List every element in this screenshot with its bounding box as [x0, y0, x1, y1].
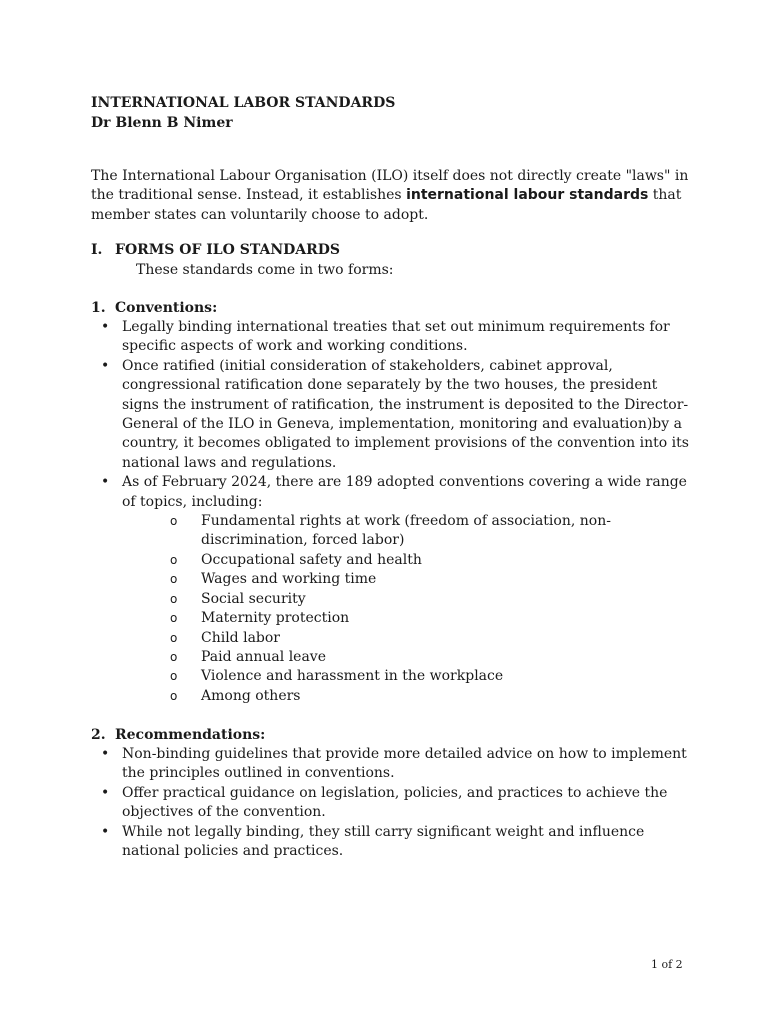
conventions-heading [91, 299, 217, 318]
intro-text-bold: international labour standards [406, 187, 649, 204]
topic-item [170, 667, 670, 686]
section-heading [91, 241, 340, 260]
list-item [101, 784, 691, 823]
list-item [101, 823, 691, 862]
intro-text-after: that member states can voluntarily choose to adopt. [91, 187, 682, 223]
document-author: Dr Blenn B Nimer [91, 114, 233, 131]
topic-item [170, 512, 670, 551]
list-item-text: Offer practical guidance on legislation, policies, and practices to achieve the objectives of the convention. [122, 784, 668, 821]
topic-text: Among others [201, 687, 301, 704]
bullet-icon: • [101, 474, 110, 491]
list-item-text: As of February 2024, there are 189 adopted conventions covering a wide range of topics, including: [122, 474, 687, 510]
list-item [101, 318, 691, 357]
list-item-text: Once ratified (initial consideration of stakeholders, cabinet approval, congressional ratification done separately by the two houses, the president signs the instrument of ratification, the instrument is deposited to the Director-General of the ILO in Geneva, implementation, monitoring and evaluation)by a country, it becomes obligated to implement provisions of the convention into its national laws and regulations. [122, 357, 689, 471]
conventions-number: 1. [91, 300, 106, 316]
topic-text: Fundamental rights at work (freedom of association, non-discrimination, forced labor) [201, 513, 611, 549]
document-title: INTERNATIONAL LABOR STANDARDS [91, 95, 396, 111]
recommendations-title: Recommendations: [115, 727, 266, 743]
circle-bullet-icon: o [170, 688, 178, 703]
topic-text: Child labor [201, 629, 281, 646]
list-item [101, 357, 691, 473]
circle-bullet-icon: o [170, 649, 178, 664]
topic-text: Occupational safety and health [201, 551, 422, 568]
section-subtitle: These standards come in two forms: [136, 262, 394, 278]
page-number: 1 of 2 [651, 958, 683, 971]
topic-item [170, 629, 670, 648]
section-numeral: I. [91, 242, 103, 258]
topic-item [170, 551, 670, 570]
topics-list [170, 512, 670, 706]
topic-item [170, 609, 670, 628]
topic-text: Violence and harassment in the workplace [201, 668, 504, 685]
circle-bullet-icon: o [170, 669, 178, 684]
bullet-icon: • [101, 319, 110, 335]
topic-text: Paid annual leave [201, 648, 327, 665]
recommendations-list [101, 745, 691, 861]
circle-bullet-icon: o [170, 514, 178, 529]
topic-text: Maternity protection [201, 610, 350, 627]
topic-item [170, 687, 670, 706]
intro-text-before: The International Labour Organisation (ILO) itself does not directly create "laws" in the traditional sense. Instead, it establishes [91, 168, 689, 204]
list-item [101, 745, 691, 784]
topic-text: Social security [201, 590, 306, 607]
section-title: FORMS OF ILO STANDARDS [115, 242, 341, 258]
list-item [101, 473, 691, 706]
circle-bullet-icon: o [170, 572, 178, 587]
recommendations-number: 2. [91, 727, 106, 743]
list-item-text: Non-binding guidelines that provide more detailed advice on how to implement the principles outlined in conventions. [122, 746, 687, 782]
title-block [91, 94, 395, 133]
intro-paragraph [91, 167, 691, 225]
conventions-title: Conventions: [115, 300, 218, 316]
circle-bullet-icon: o [170, 630, 178, 645]
topic-item [170, 648, 670, 667]
topic-item [170, 570, 670, 589]
bullet-icon: • [101, 823, 110, 840]
bullet-icon: • [101, 746, 110, 762]
topic-item [170, 590, 670, 609]
circle-bullet-icon: o [170, 591, 178, 606]
bullet-icon: • [101, 784, 110, 801]
topic-text: Wages and working time [201, 571, 377, 588]
bullet-icon: • [101, 357, 110, 374]
circle-bullet-icon: o [170, 611, 178, 626]
circle-bullet-icon: o [170, 552, 178, 567]
conventions-list [101, 318, 691, 706]
list-item-text: While not legally binding, they still carry significant weight and influence national policies and practices. [122, 823, 645, 860]
list-item-text: Legally binding international treaties that set out minimum requirements for specific aspects of work and working conditions. [122, 319, 670, 355]
recommendations-heading [91, 726, 265, 745]
